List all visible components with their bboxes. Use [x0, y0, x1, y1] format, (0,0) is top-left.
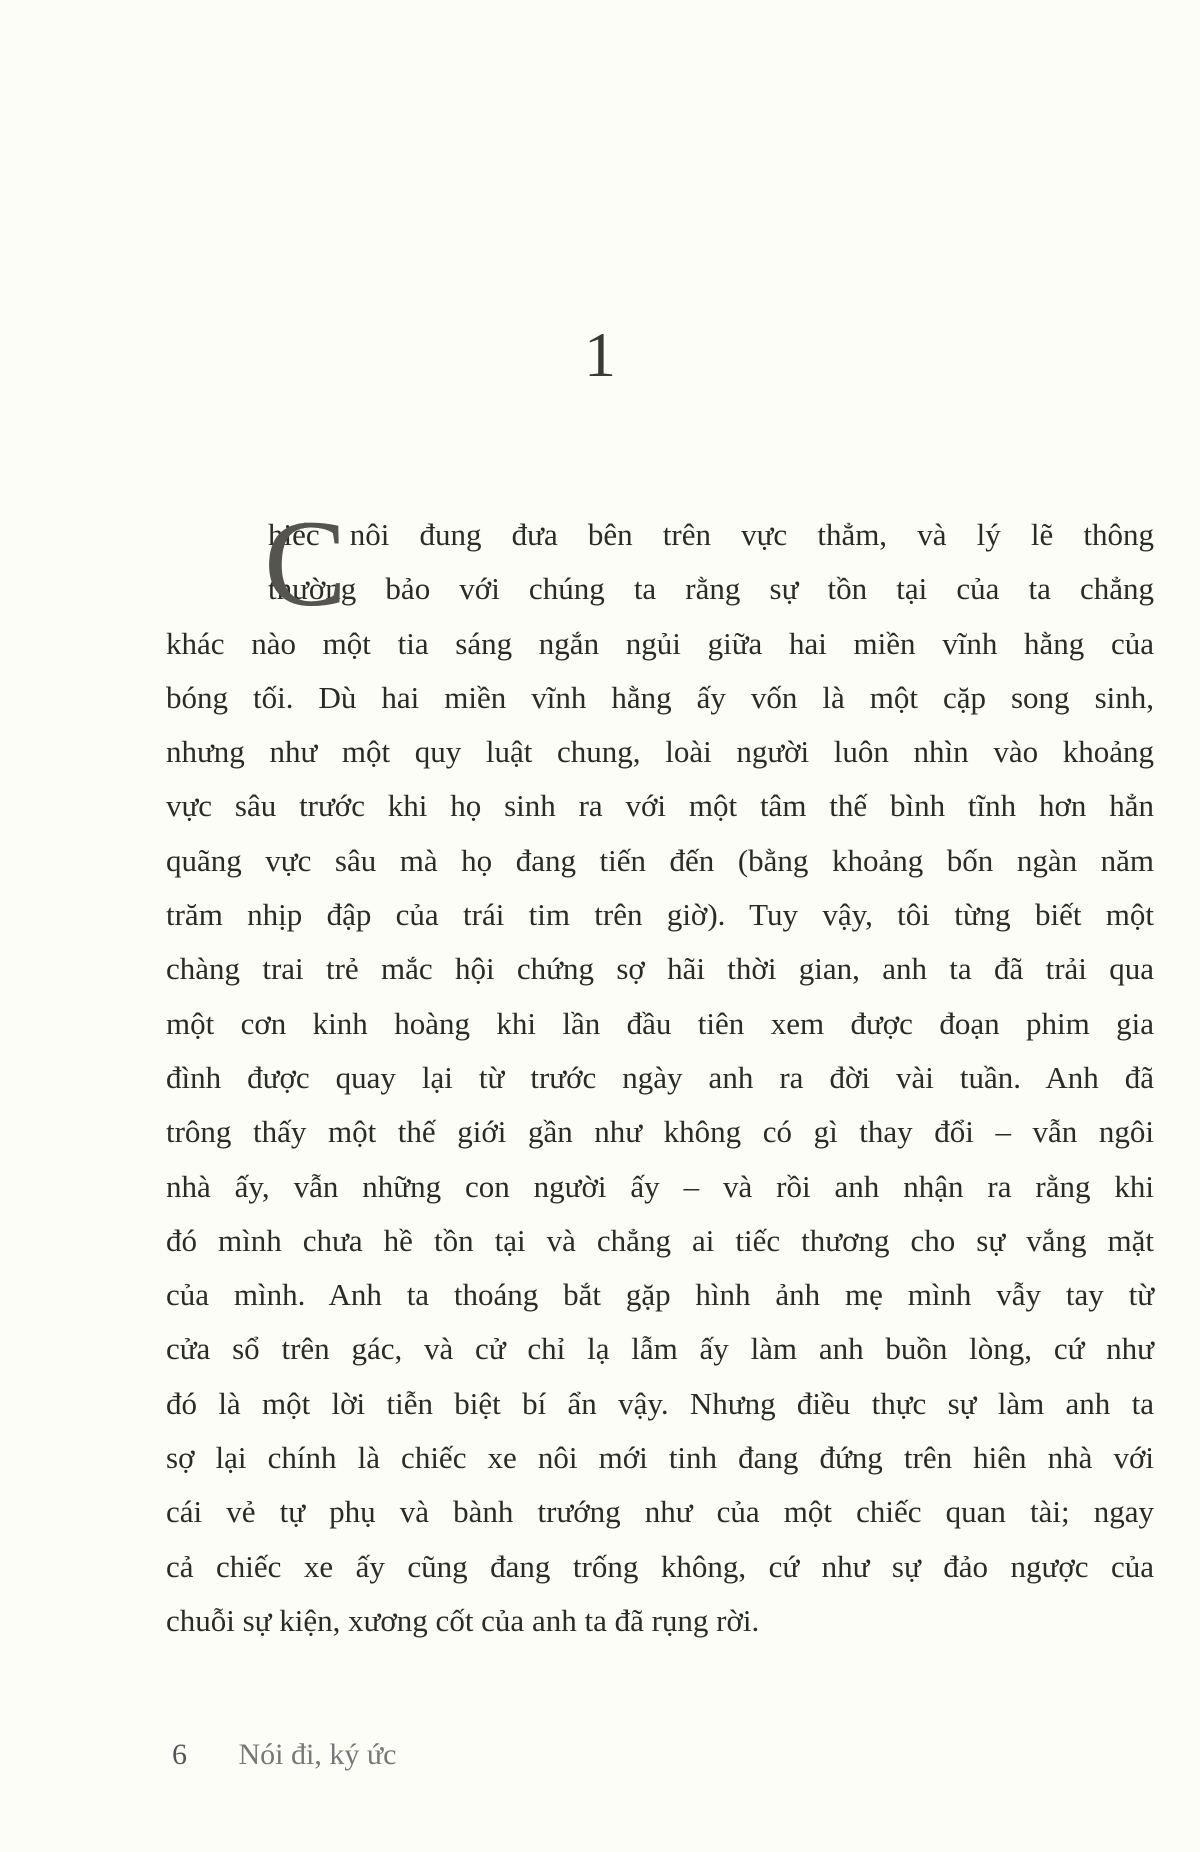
text-line: khác nào một tia sáng ngắn ngủi giữa hai miền vĩnh hằng của [166, 625, 1154, 661]
page-footer [172, 1738, 396, 1772]
text-line: đó mình chưa hề tồn tại và chẳng ai tiếc thương cho sự vắng mặt [166, 1222, 1154, 1258]
text-line: hiếc nôi đung đưa bên trên vực thẳm, và lý lẽ thông [268, 517, 1154, 552]
drop-cap: C [264, 495, 347, 632]
text-line: cửa sổ trên gác, và cử chỉ lạ lẫm ấy làm anh buồn lòng, cứ như [166, 1331, 1154, 1367]
text-line: đình được quay lại từ trước ngày anh ra đời vài tuần. Anh đã [166, 1059, 1154, 1095]
text-line: vực sâu trước khi họ sinh ra với một tâm thế bình tĩnh hơn hẳn [166, 788, 1154, 824]
text-line: thường bảo với chúng ta rằng sự tồn tại của ta chẳng [268, 571, 1154, 607]
text-line: nhưng như một quy luật chung, loài người luôn nhìn vào khoảng [166, 734, 1154, 770]
body-text [166, 495, 1154, 1648]
text-line: quãng vực sâu mà họ đang tiến đến (bằng khoảng bốn ngàn năm [166, 842, 1154, 878]
text-line: đó là một lời tiễn biệt bí ẩn vậy. Nhưng điều thực sự làm anh ta [166, 1385, 1154, 1421]
text-line: một cơn kinh hoàng khi lần đầu tiên xem được đoạn phim gia [166, 1005, 1154, 1041]
text-line: chuỗi sự kiện, xương cốt của anh ta đã rụng rời. [166, 1602, 760, 1638]
text-line: trông thấy một thế giới gần như không có gì thay đổi – vẫn ngôi [166, 1114, 1154, 1150]
text-line: của mình. Anh ta thoáng bắt gặp hình ảnh mẹ mình vẫy tay từ [166, 1277, 1154, 1313]
page-number: 6 [172, 1738, 187, 1771]
text-line: cái vẻ tự phụ và bành trướng như của một chiếc quan tài; ngay [166, 1494, 1154, 1530]
text-line: cả chiếc xe ấy cũng đang trống không, cứ như sự đảo ngược của [166, 1548, 1154, 1584]
chapter-number: 1 [584, 319, 616, 390]
text-line: chàng trai trẻ mắc hội chứng sợ hãi thời gian, anh ta đã trải qua [166, 951, 1154, 987]
text-line: sợ lại chính là chiếc xe nôi mới tinh đang đứng trên hiên nhà với [166, 1440, 1154, 1476]
running-title: Nói đi, ký ức [238, 1738, 397, 1771]
text-line: nhà ấy, vẫn những con người ấy – và rồi anh nhận ra rằng khi [166, 1168, 1154, 1204]
text-line: trăm nhịp đập của trái tim trên giờ). Tuy vậy, tôi từng biết một [166, 897, 1154, 933]
text-line: bóng tối. Dù hai miền vĩnh hằng ấy vốn là một cặp song sinh, [166, 679, 1154, 715]
